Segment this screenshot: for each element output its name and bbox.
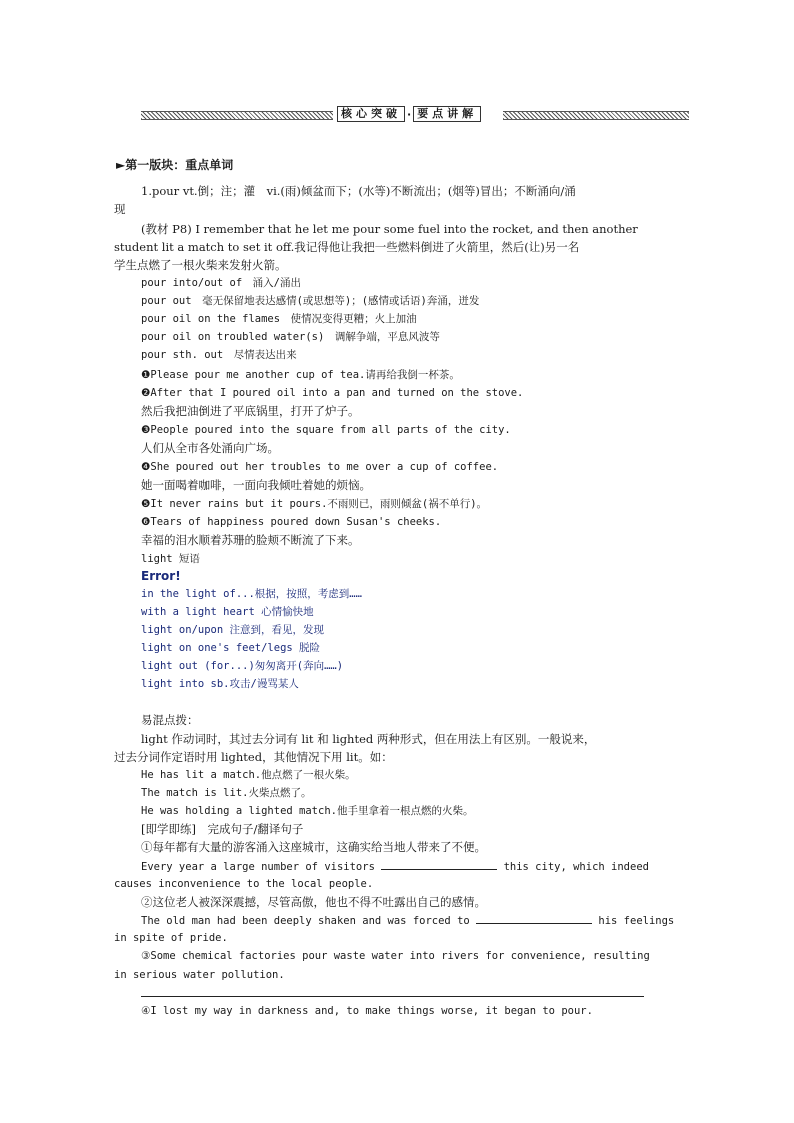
light-example-2: The match is lit.火柴点燃了。 <box>141 787 312 799</box>
practice-q3-line2: in serious water pollution. <box>114 969 285 981</box>
confusion-line2: 过去分词作定语时用 lighted，其他情况下用 lit。如： <box>114 750 393 764</box>
light-phrase-2: with a light heart 心情愉快地 <box>141 606 314 618</box>
pour-entry-line1: 1.pour vt.倒；注；灌 vi.(雨)倾盆而下；(水等)不断流出；(烟等)冒出；不断涌向/涌 <box>141 184 576 198</box>
light-phrase-6: light into sb.攻击/谩骂某人 <box>141 678 299 690</box>
pour-phrase-5: pour sth. out 尽情表达出来 <box>141 349 297 361</box>
light-phrase-1: in the light of...根据，按照，考虑到…… <box>141 588 362 600</box>
error-text: Error! <box>141 569 181 583</box>
light-phrase-3: light on/upon 注意到，看见，发现 <box>141 624 325 636</box>
pour-example-2-en: ❷After that I poured oil into a pan and turned on the stove. <box>141 387 524 399</box>
practice-q1-cn: ①每年都有大量的游客涌入这座城市，这确实给当地人带来了不便。 <box>141 840 486 854</box>
banner-label-right: 要点讲解 <box>413 106 481 122</box>
practice-q1-en-b: this city, which indeed <box>503 861 649 873</box>
pour-example-4-cn: 她一面喝着咖啡，一面向我倾吐着她的烦恼。 <box>141 478 371 492</box>
light-example-1: He has lit a match.他点燃了一根火柴。 <box>141 769 356 781</box>
practice-q2-en-a: The old man had been deeply shaken and was forced to <box>141 915 470 927</box>
banner-hatch-right <box>503 111 689 120</box>
light-example-3: He was holding a lighted match.他手里拿着一根点燃的火柴。 <box>141 805 474 817</box>
section-title: ►第一版块：重点单词 <box>116 158 234 172</box>
practice-q4: ④I lost my way in darkness and, to make things worse, it began to pour. <box>141 1005 593 1017</box>
light-title: light 短语 <box>141 553 200 565</box>
answer-blank-1[interactable] <box>381 857 497 870</box>
pour-phrase-2: pour out 毫无保留地表达感情(或思想等)；(感情或话语)奔涌，迸发 <box>141 295 480 307</box>
answer-blank-2[interactable] <box>476 911 592 924</box>
pour-phrase-3: pour oil on the flames 使情况变得更糟；火上加油 <box>141 313 417 325</box>
section-banner <box>141 106 689 124</box>
pour-example-2-cn: 然后我把油倒进了平底锅里，打开了炉子。 <box>141 404 360 418</box>
practice-q2-cn: ②这位老人被深深震撼，尽管高傲，他也不得不吐露出自己的感情。 <box>141 895 486 909</box>
pour-example-1: ❶Please pour me another cup of tea.请再给我倒一杯茶。 <box>141 369 460 381</box>
practice-q2-en-c: in spite of pride. <box>114 932 228 944</box>
answer-line-3[interactable] <box>141 996 644 997</box>
banner-label-left: 核心突破 <box>337 106 405 122</box>
light-phrase-4: light on one's feet/legs 脱险 <box>141 642 321 654</box>
pour-phrase-1: pour into/out of 涌入/涌出 <box>141 277 301 289</box>
practice-q1-en <box>141 857 649 876</box>
banner-hatch-left <box>141 111 333 120</box>
pour-phrase-4: pour oil on troubled water(s) 调解争端，平息风波等 <box>141 331 440 343</box>
pour-example-6-en: ❻Tears of happiness poured down Susan's cheeks. <box>141 516 442 528</box>
practice-q1-en-a: Every year a large number of visitors <box>141 861 375 873</box>
practice-q2-en <box>141 911 674 930</box>
pour-example-3-en: ❸People poured into the square from all parts of the city. <box>141 424 511 436</box>
confusion-title: 易混点拨： <box>141 713 199 727</box>
practice-q2-en-b: his feelings <box>598 915 675 927</box>
pour-example-4-en: ❹She poured out her troubles to me over a cup of coffee. <box>141 461 499 473</box>
textbook-line1: (教材 P8) I remember that he let me pour some fuel into the rocket, and then another <box>141 222 638 236</box>
practice-q3-line1: ③Some chemical factories pour waste water into rivers for convenience, resulting <box>141 950 650 962</box>
light-phrase-5: light out (for...)匆匆离开(奔向……) <box>141 660 344 672</box>
pour-example-3-cn: 人们从全市各处涌向广场。 <box>141 441 279 455</box>
pour-entry-line2: 现 <box>114 202 126 216</box>
textbook-line2: student lit a match to set it off.我记得他让我把一些燃料倒进了火箭里，然后(让)另一名 <box>114 240 580 254</box>
practice-q1-en-c: causes inconvenience to the local people. <box>114 878 374 890</box>
confusion-line1: light 作动词时，其过去分词有 lit 和 lighted 两种形式，但在用法上有区别。一般说来， <box>141 732 596 746</box>
textbook-line3: 学生点燃了一根火柴来发射火箭。 <box>114 258 287 272</box>
banner-badge <box>337 106 481 122</box>
pour-example-6-cn: 幸福的泪水顺着苏珊的脸颊不断流了下来。 <box>141 533 360 547</box>
practice-title: [即学即练] 完成句子/翻译句子 <box>141 822 304 836</box>
banner-dot: · <box>407 107 412 121</box>
pour-example-5: ❺It never rains but it pours.不雨则已，雨则倾盆(祸不单行)。 <box>141 498 488 510</box>
